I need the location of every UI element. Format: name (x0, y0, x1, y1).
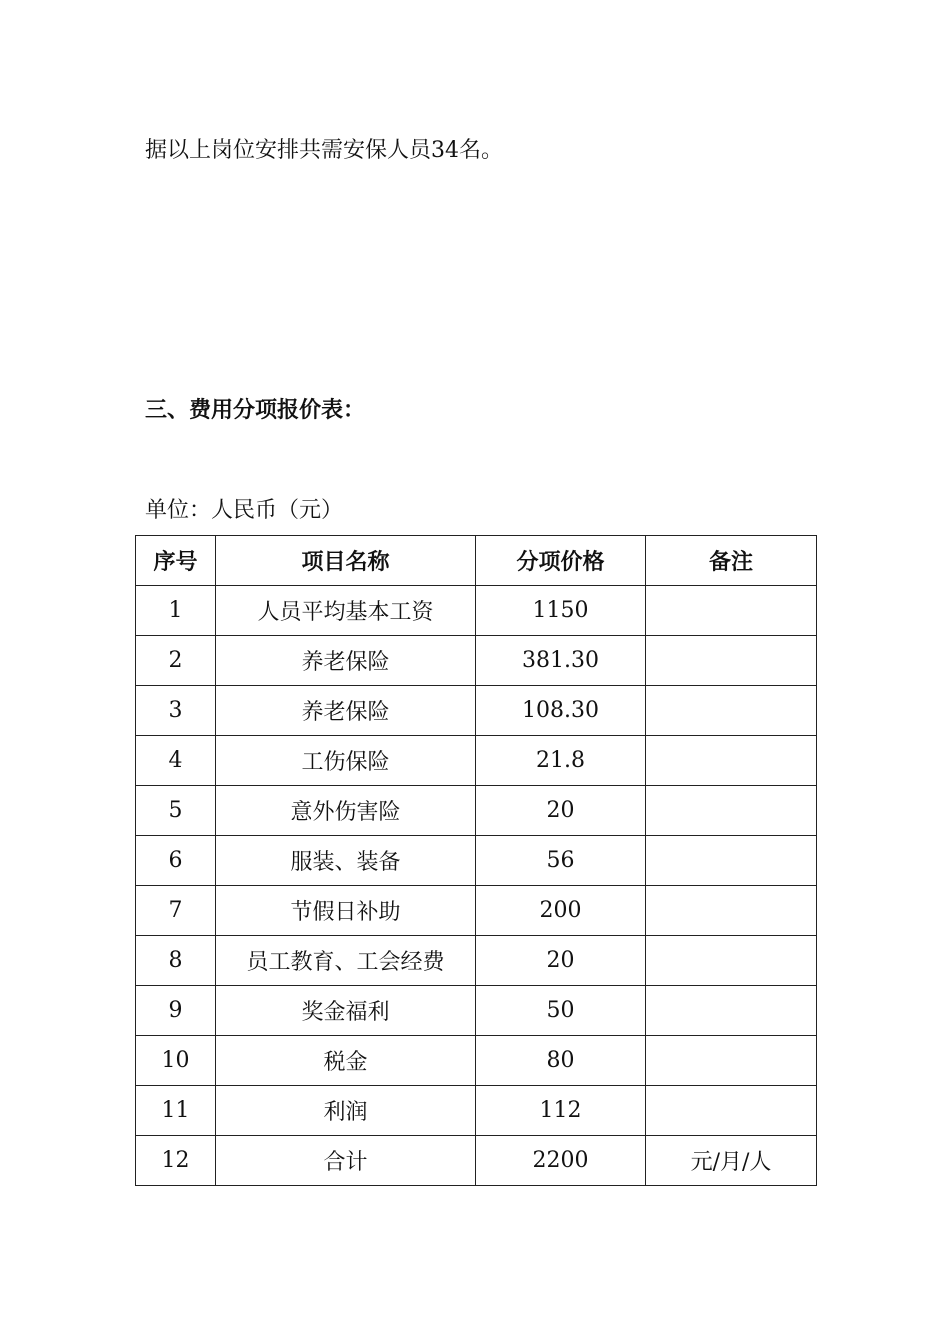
table-row (136, 636, 817, 686)
cell-item-name: 意外伤害险 (216, 786, 476, 836)
cell-item-price: 112 (476, 1086, 646, 1136)
table-row (136, 686, 817, 736)
header-remarks: 备注 (646, 536, 817, 586)
table-body (136, 586, 817, 1186)
cell-serial-number: 10 (136, 1036, 216, 1086)
cell-item-name: 税金 (216, 1036, 476, 1086)
cell-serial-number: 2 (136, 636, 216, 686)
cell-item-name: 节假日补助 (216, 886, 476, 936)
cell-remarks (646, 786, 817, 836)
cell-item-name: 利润 (216, 1086, 476, 1136)
cell-item-price: 20 (476, 936, 646, 986)
cell-remarks (646, 686, 817, 736)
cell-remarks (646, 886, 817, 936)
cell-serial-number: 11 (136, 1086, 216, 1136)
header-serial-number: 序号 (136, 536, 216, 586)
header-item-name: 项目名称 (216, 536, 476, 586)
cell-item-price: 21.8 (476, 736, 646, 786)
cell-remarks (646, 636, 817, 686)
cell-remarks (646, 836, 817, 886)
cell-item-name: 奖金福利 (216, 986, 476, 1036)
cell-item-price: 381.30 (476, 636, 646, 686)
cell-item-price: 108.30 (476, 686, 646, 736)
cell-item-name: 服装、装备 (216, 836, 476, 886)
cell-serial-number: 3 (136, 686, 216, 736)
cell-serial-number: 1 (136, 586, 216, 636)
cell-remarks (646, 736, 817, 786)
cell-remarks (646, 936, 817, 986)
cell-item-price: 1150 (476, 586, 646, 636)
cell-item-name: 工伤保险 (216, 736, 476, 786)
cell-remarks (646, 586, 817, 636)
section-heading: 三、费用分项报价表： (145, 398, 366, 423)
cell-serial-number: 12 (136, 1136, 216, 1186)
currency-unit-label: 单位：人民币（元） (145, 498, 344, 523)
cell-item-name: 合计 (216, 1136, 476, 1186)
cell-serial-number: 7 (136, 886, 216, 936)
header-item-price: 分项价格 (476, 536, 646, 586)
table-row (136, 786, 817, 836)
table-row (136, 736, 817, 786)
table-row (136, 886, 817, 936)
cell-serial-number: 5 (136, 786, 216, 836)
cell-item-name: 养老保险 (216, 686, 476, 736)
cell-item-name: 员工教育、工会经费 (216, 936, 476, 986)
cell-item-price: 80 (476, 1036, 646, 1086)
cell-item-name: 养老保险 (216, 636, 476, 686)
table-header-row (136, 536, 817, 586)
cell-item-price: 200 (476, 886, 646, 936)
staffing-summary-paragraph: 据以上岗位安排共需安保人员34名。 (145, 138, 503, 163)
cell-serial-number: 9 (136, 986, 216, 1036)
table-row (136, 936, 817, 986)
cell-item-price: 20 (476, 786, 646, 836)
cell-item-price: 50 (476, 986, 646, 1036)
cell-serial-number: 8 (136, 936, 216, 986)
cell-item-name: 人员平均基本工资 (216, 586, 476, 636)
table-row (136, 586, 817, 636)
table-row (136, 986, 817, 1036)
table-row (136, 1036, 817, 1086)
table-row (136, 836, 817, 886)
cell-item-price: 56 (476, 836, 646, 886)
cell-remarks: 元/月/人 (646, 1136, 817, 1186)
cost-breakdown-table (135, 535, 817, 1186)
cell-item-price: 2200 (476, 1136, 646, 1186)
cell-serial-number: 6 (136, 836, 216, 886)
table-row (136, 1136, 817, 1186)
cell-remarks (646, 986, 817, 1036)
cell-remarks (646, 1086, 817, 1136)
table-row (136, 1086, 817, 1136)
cell-remarks (646, 1036, 817, 1086)
cell-serial-number: 4 (136, 736, 216, 786)
